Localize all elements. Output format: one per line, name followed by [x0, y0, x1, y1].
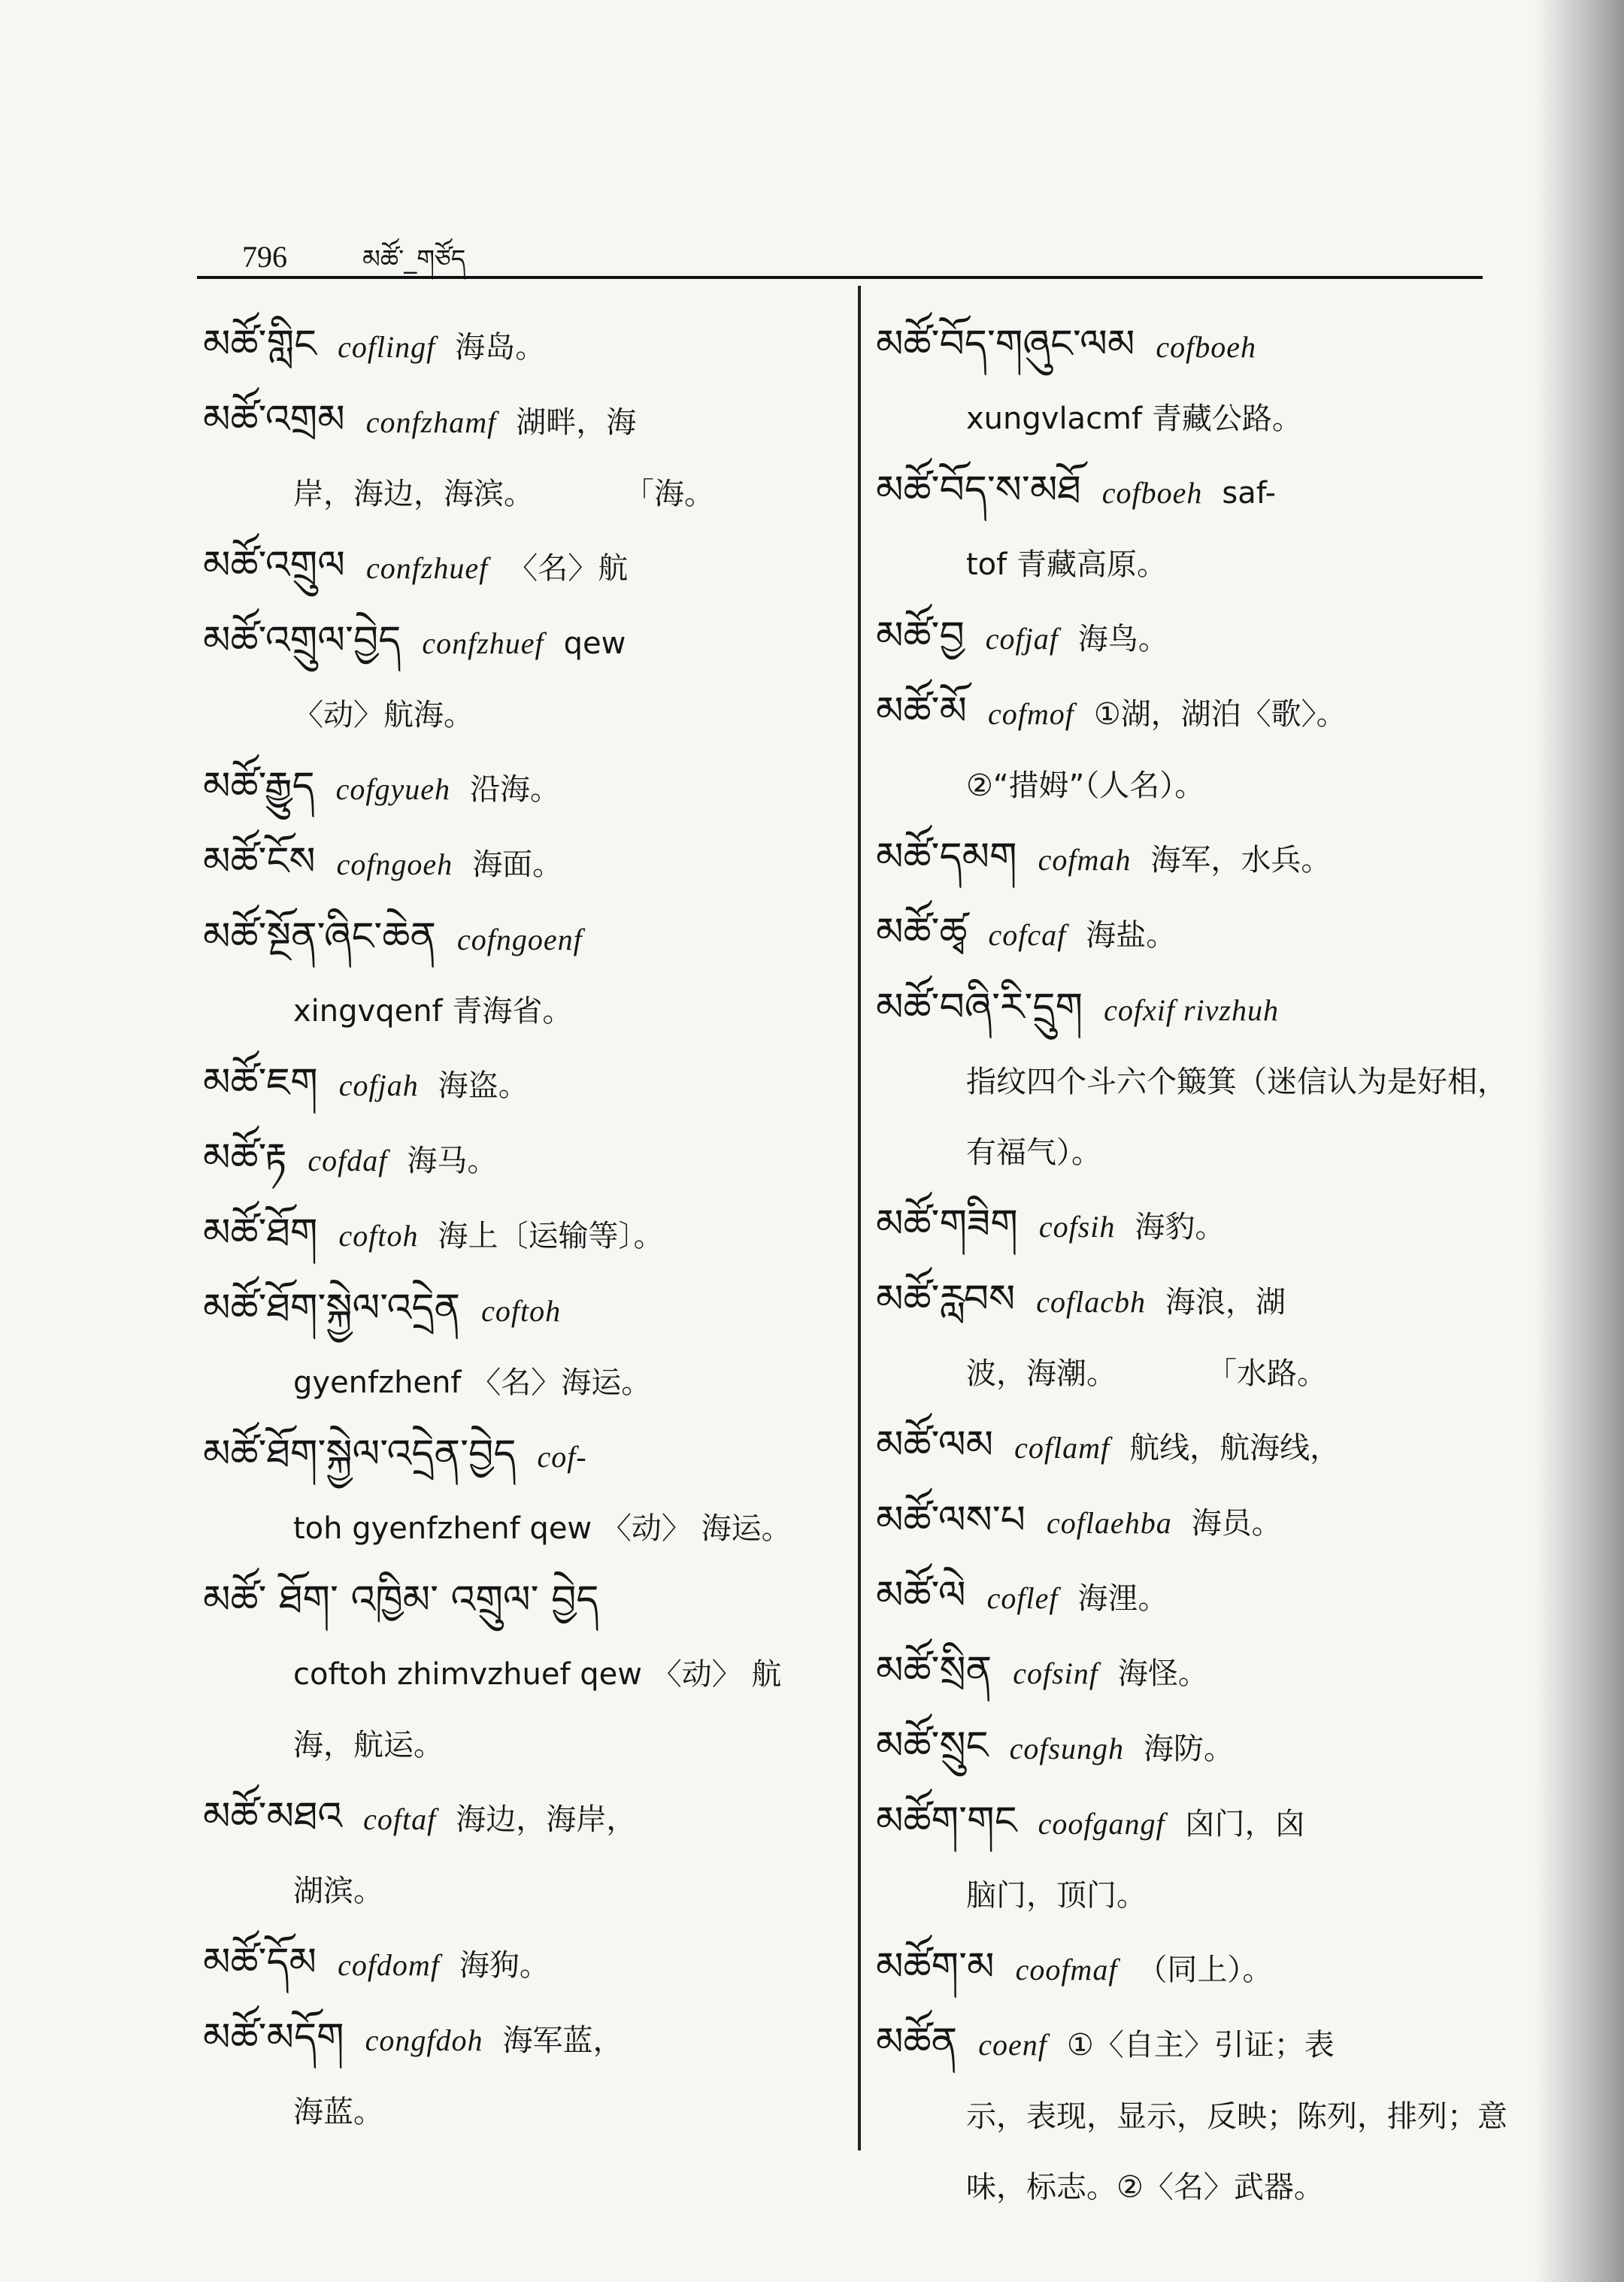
definition-continuation: 波，海潮。 「水路。 — [966, 1356, 1327, 1391]
dictionary-entry — [876, 454, 1507, 600]
romanization: cofngoenf — [457, 923, 583, 956]
headword: མཚོན — [876, 2020, 958, 2065]
romanization: cofboeh — [1156, 330, 1257, 364]
romanization: coofmaf — [1015, 1953, 1118, 1987]
headword: མཚོ་དོམ — [203, 1940, 317, 1985]
running-head: མཚོ་_གཙོད — [362, 244, 466, 274]
dictionary-entry — [203, 1564, 835, 1780]
headword: མཚོག་གང — [876, 1799, 1017, 1844]
column-divider — [858, 286, 861, 2150]
definition: 海豹。 — [1135, 1210, 1226, 1244]
romanization: confzhamf — [365, 405, 497, 439]
headword: མཚོ་ལེ — [876, 1573, 966, 1618]
dictionary-entry — [876, 971, 1507, 1188]
headword: མཚོ་འགྲུལ་བྱེད — [203, 618, 401, 663]
romanization: cofdaf — [308, 1144, 388, 1177]
dictionary-entry — [203, 1418, 835, 1564]
headword: མཚོག་མ — [876, 1944, 995, 1990]
romanization: congfdoh — [365, 2023, 483, 2057]
right-column — [876, 308, 1507, 2223]
definition: 〈名〉航 — [508, 551, 629, 586]
romanization: coftoh — [481, 1294, 562, 1328]
romanization: cofgyueh — [335, 772, 450, 806]
dictionary-entry — [203, 383, 835, 529]
headword: མཚོ་བཞི་རི་དྲུག — [876, 985, 1083, 1030]
headword: མཚོ་ངོས — [203, 839, 316, 884]
romanization: coflamf — [1014, 1431, 1110, 1465]
headword: མཚོ་ལམ — [876, 1423, 994, 1468]
romanization: coflacbh — [1036, 1285, 1146, 1319]
dictionary-entry — [876, 1785, 1507, 1931]
headword: མཚོ་ཐོག་སྐྱེལ་འདྲེན་བྱེད — [203, 1432, 517, 1477]
definition: 湖畔，海 — [516, 405, 637, 440]
dictionary-entry — [203, 2002, 835, 2147]
definition: 囟门，囟 — [1184, 1807, 1305, 1841]
headword: མཚོ་སྲུང — [876, 1723, 989, 1768]
dictionary-entry — [876, 1710, 1507, 1785]
romanization: confzhuef — [365, 551, 489, 585]
dictionary-entry — [876, 1931, 1507, 2006]
romanization: cofmof — [987, 697, 1074, 731]
headword: མཚོ་ཐོག་སྐྱེལ་འདྲེན — [203, 1286, 461, 1331]
definition: 海员。 — [1191, 1506, 1282, 1541]
definition: 海狗。 — [459, 1948, 550, 1983]
headword: མཚོ་མོ — [876, 689, 967, 734]
romanization: cofboeh — [1101, 476, 1203, 510]
definition: 海面。 — [472, 847, 563, 882]
definition: 海上〔运输等〕。 — [438, 1219, 664, 1253]
headword: མཚོ་གཟིག — [876, 1202, 1018, 1247]
headword: མཚོ་རྟ — [203, 1135, 287, 1180]
romanization: cofdomf — [338, 1948, 440, 1982]
definition: 海怪。 — [1117, 1656, 1208, 1691]
romanization: cofsungh — [1009, 1732, 1124, 1765]
definition-continuation: 指纹四个斗六个簸箕（迷信认为是好相，有福气）。 — [966, 1065, 1507, 1170]
definition-continuation: xungvlacmf 青藏公路。 — [966, 402, 1302, 436]
headword: མཚོ་མདོག — [203, 2015, 344, 2060]
definition: 海马。 — [407, 1144, 498, 1178]
headword: མཚོ་གླིང — [203, 322, 317, 367]
headword: མཚོ་ཐོག — [203, 1211, 318, 1256]
definition-continuation: gyenfzhenf 〈名〉海运。 — [293, 1365, 652, 1400]
definition: 海军，水兵。 — [1150, 843, 1332, 877]
headword: མཚོ་དམག — [876, 835, 1017, 880]
definition: 海军蓝， — [502, 2023, 623, 2058]
dictionary-entry — [203, 826, 835, 901]
definition: 海岛。 — [455, 330, 546, 365]
dictionary-entry — [203, 529, 835, 605]
headword: མཚོ་འགྲམ — [203, 397, 345, 442]
dictionary-entry — [203, 605, 835, 750]
dictionary-entry — [876, 1188, 1507, 1263]
dictionary-entry — [203, 1780, 835, 1926]
definition: ①〈自主〉引证；表 — [1066, 2028, 1335, 2062]
romanization: coflingf — [338, 330, 436, 364]
definition-continuation: coftoh zhimvzhuef qew 〈动〉 航海，航运。 — [293, 1657, 782, 1762]
headword: མཚོ་ལས་པ — [876, 1498, 1026, 1543]
dictionary-entry — [203, 308, 835, 383]
definition: 海盗。 — [438, 1068, 529, 1103]
dictionary-entry — [203, 1272, 835, 1418]
headword: མཚོ་བོད་གཞུང་ལམ — [876, 322, 1135, 367]
dictionary-entry — [876, 1484, 1507, 1559]
definition: ①湖，湖泊〈歌〉。 — [1093, 697, 1347, 732]
dictionary-entry — [203, 1047, 835, 1122]
header-rule — [197, 276, 1483, 279]
definition: （同上）。 — [1137, 1953, 1273, 1987]
romanization: coofgangf — [1038, 1807, 1165, 1841]
headword: མཚོ་བྱ — [876, 614, 965, 659]
dictionary-entry — [876, 1263, 1507, 1409]
definition: 海浬。 — [1077, 1581, 1168, 1616]
definition-continuation: 海蓝。 — [293, 2095, 383, 2129]
dictionary-entry — [876, 675, 1507, 821]
romanization: coftoh — [338, 1219, 419, 1253]
definition-continuation: 〈动〉航海。 — [293, 698, 474, 732]
romanization: cofsih — [1038, 1210, 1116, 1244]
definition: saf- — [1222, 476, 1277, 511]
romanization: cof- — [537, 1440, 587, 1474]
headword: མཚོ་མཐའ — [203, 1794, 343, 1839]
headword: མཚོ་ ཐོག་ འཁྱིམ་ འགྲུལ་ བྱེད — [203, 1577, 599, 1623]
scan-edge-shadow — [1534, 0, 1624, 2282]
definition: 海鸟。 — [1077, 622, 1168, 656]
definition-continuation: 岸，海边，海滨。 「海。 — [293, 477, 714, 511]
definition: 海浪，湖 — [1165, 1285, 1286, 1320]
definition: 沿海。 — [469, 772, 560, 807]
left-column — [203, 308, 835, 2147]
definition-continuation: ②“措姆”（人名）。 — [966, 768, 1205, 803]
dictionary-entry — [876, 2006, 1507, 2223]
dictionary-entry — [876, 821, 1507, 896]
definition: 海边，海岸， — [456, 1802, 637, 1837]
dictionary-entry — [876, 600, 1507, 675]
headword: མཚོ་རྒྱུད — [203, 764, 315, 809]
romanization: coflaehba — [1046, 1506, 1172, 1540]
romanization: cofcaf — [988, 918, 1067, 952]
headword: མཚོ་སྔོན་ཞིང་ཆེན — [203, 914, 437, 959]
dictionary-entry — [203, 901, 835, 1047]
romanization: confzhuef — [422, 626, 544, 660]
definition-continuation: 示，表现，显示，反映；陈列，排列；意味，标志。②〈名〉武器。 — [966, 2099, 1507, 2205]
headword: མཚོ་ཚྭ — [876, 910, 968, 955]
romanization: cofjaf — [985, 622, 1059, 656]
definition: 海防。 — [1144, 1732, 1234, 1766]
headword: མཚོ་སྲིན — [876, 1648, 992, 1693]
dictionary-entry — [876, 1635, 1507, 1710]
definition-continuation: toh gyenfzhenf qew 〈动〉 海运。 — [293, 1511, 792, 1546]
definition-continuation: tof 青藏高原。 — [966, 547, 1167, 582]
dictionary-entry — [876, 1409, 1507, 1484]
headword: མཚོ་འགྲུལ — [203, 543, 345, 588]
dictionary-entry — [203, 1122, 835, 1197]
dictionary-entry — [203, 1926, 835, 2002]
headword: མཚོ་བོད་ས་མཐོ — [876, 468, 1081, 513]
romanization: coenf — [978, 2028, 1047, 2062]
romanization: cofngoeh — [336, 847, 453, 881]
dictionary-entry — [876, 896, 1507, 971]
romanization: cofsinf — [1013, 1656, 1098, 1690]
headword: མཚོ་རླབས — [876, 1277, 1016, 1322]
romanization: cofjah — [338, 1068, 419, 1102]
romanization: coftaf — [363, 1802, 437, 1836]
definition-continuation: 脑门，顶门。 — [966, 1878, 1147, 1913]
definition-continuation: 湖滨。 — [293, 1874, 383, 1908]
definition: 航线，航海线， — [1129, 1431, 1341, 1465]
definition: 海盐。 — [1086, 918, 1177, 953]
romanization: coflef — [986, 1581, 1059, 1615]
romanization: cofxif rivzhuh — [1104, 993, 1279, 1027]
headword: མཚོ་ཇག — [203, 1060, 318, 1105]
page-number: 796 — [242, 240, 287, 274]
dictionary-entry — [203, 750, 835, 826]
dictionary-entry — [876, 1559, 1507, 1635]
definition: qew — [563, 626, 626, 661]
dictionary-entry — [876, 308, 1507, 454]
dictionary-entry — [203, 1197, 835, 1272]
romanization: cofmah — [1038, 843, 1132, 877]
definition-continuation: xingvqenf 青海省。 — [293, 994, 573, 1029]
